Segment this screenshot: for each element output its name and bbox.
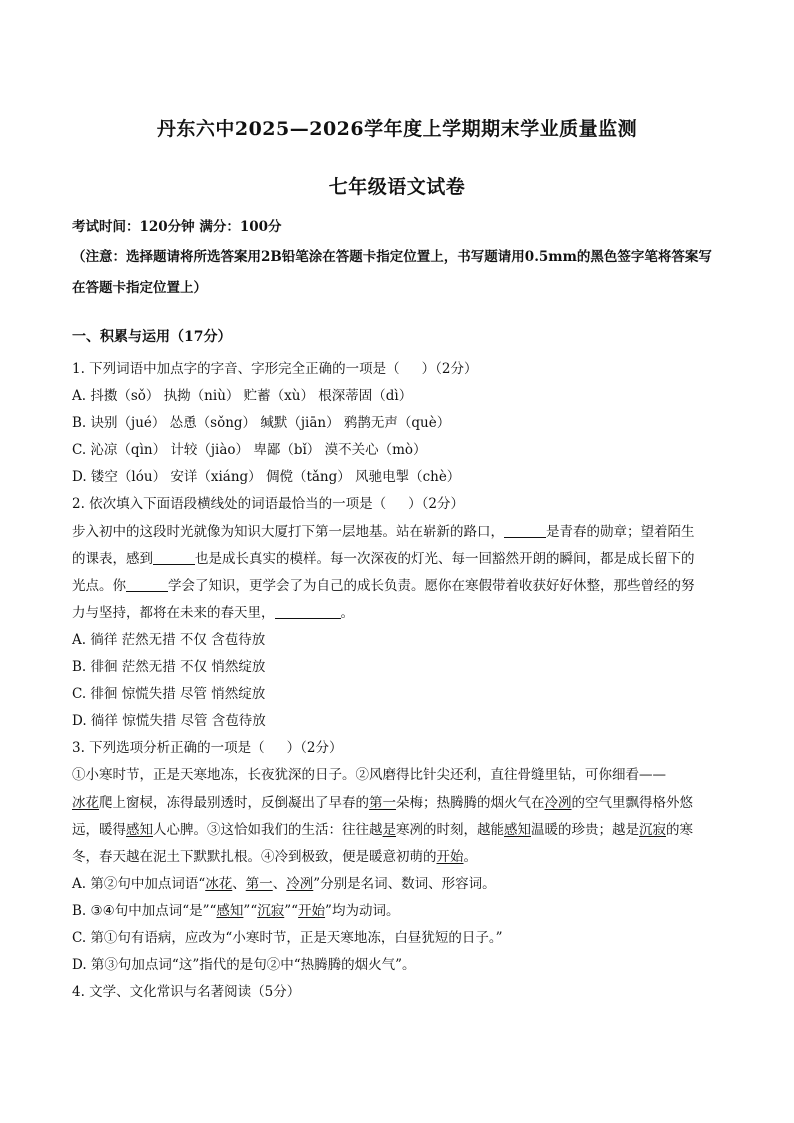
- exam-notice: （注意：选择题请将所选答案用2B铅笔涂在答题卡指定位置上，书写题请用0.5mm的黑色签字笔将答案写在答题卡指定位置上）: [72, 249, 712, 296]
- question-2-stem: 2. 依次填入下面语段横线处的词语最恰当的一项是（ ）（2分）: [72, 496, 465, 513]
- answer-blank: [153, 550, 195, 565]
- answer-blank: [504, 523, 546, 538]
- question-1-option-a: A. 抖擞（sǒ） 执拗（niù） 贮蓄（xù） 根深蒂固（dì）: [72, 388, 413, 405]
- answer-blank: [275, 604, 341, 619]
- question-3-option-b: B. ③④句中加点词“是”“感知”“沉寂”“开始”均为动词。: [72, 902, 400, 919]
- question-1-option-b: B. 诀别（jué） 怂恿（sǒng） 缄默（jiān） 鸦鹊无声（què）: [72, 415, 451, 432]
- section-heading: 一、积累与运用（17分）: [72, 329, 232, 345]
- question-3-passage-line-1: ①小寒时节，正是天寒地冻，长夜犹深的日子。②风磨得比针尖还利，直往骨缝里钻，可你细看——: [72, 767, 666, 784]
- exam-time-score: 考试时间：120分钟 满分：100分: [72, 219, 282, 235]
- exam-subtitle: 七年级语文试卷: [328, 176, 466, 198]
- question-1-option-c: C. 沁凉（qìn） 计较（jiào） 卑鄙（bǐ） 漠不关心（mò）: [72, 442, 427, 459]
- question-2-option-a: A. 徜徉 茫然无措 不仅 含苞待放: [72, 631, 266, 648]
- question-3-option-a: A. 第②句中加点词语“冰花、第一、冷冽”分别是名词、数词、形容词。: [72, 875, 496, 892]
- question-2-passage-line-1: 步入初中的这段时光就像为知识大厦打下第一层地基。站在崭新的路口， 是青春的勋章；望着陌生: [72, 523, 695, 540]
- question-body: [72, 356, 722, 1006]
- question-1-option-d: D. 镂空（lóu） 安详（xiáng） 倜傥（tǎng） 风驰电掣（chè）: [72, 469, 461, 486]
- question-1-stem: 1. 下列词语中加点字的字音、字形完全正确的一项是（ ）（2分）: [72, 361, 478, 377]
- question-2-option-b: B. 徘徊 茫然无措 不仅 悄然绽放: [72, 659, 266, 676]
- question-3-passage-line-3: 远，暖得感知人心脾。③这恰如我们的生活：往往越是寒冽的时刻，越能感知温暖的珍贵；越是沉寂的寒: [72, 821, 693, 838]
- question-2-passage-line-2: 的课表，感到 也是成长真实的模样。每一次深夜的灯光、每一回豁然开朗的瞬间，都是成长留下的: [72, 550, 695, 567]
- exam-title: 丹东六中2025—2026学年度上学期期末学业质量监测: [156, 118, 638, 140]
- question-2-option-d: D. 徜徉 惊慌失措 尽管 含苞待放: [72, 713, 266, 730]
- question-2-option-c: C. 徘徊 惊慌失措 尽管 悄然绽放: [72, 686, 266, 703]
- question-4-stem: 4. 文学、文化常识与名著阅读（5分）: [72, 984, 301, 1001]
- question-3-option-d: D. 第③句加点词“这”指代的是句②中“热腾腾的烟火气”。: [72, 957, 416, 974]
- question-3-passage-line-2: 冰花爬上窗棂，冻得最别透时，反倒凝出了早春的第一朵梅；热腾腾的烟火气在冷冽的空气里飘得格外悠: [72, 794, 693, 811]
- question-3-option-c: C. 第①句有语病，应改为“小寒时节，正是天寒地冻，白昼犹短的日子。”: [72, 929, 503, 946]
- answer-blank: [126, 577, 168, 592]
- question-2-passage-line-3: 光点。你 学会了知识，更学会了为自己的成长负责。愿你在寒假带着收获好好休整，那些曾经的努: [72, 577, 695, 594]
- question-2-passage-line-4: 力与坚持，都将在未来的春天里， 。: [72, 604, 354, 621]
- question-3-stem: 3. 下列选项分析正确的一项是（ ）（2分）: [72, 740, 343, 757]
- question-3-passage-line-4: 冬，春天越在泥土下默默扎根。④冷到极致，便是暖意初萌的开始。: [72, 848, 477, 865]
